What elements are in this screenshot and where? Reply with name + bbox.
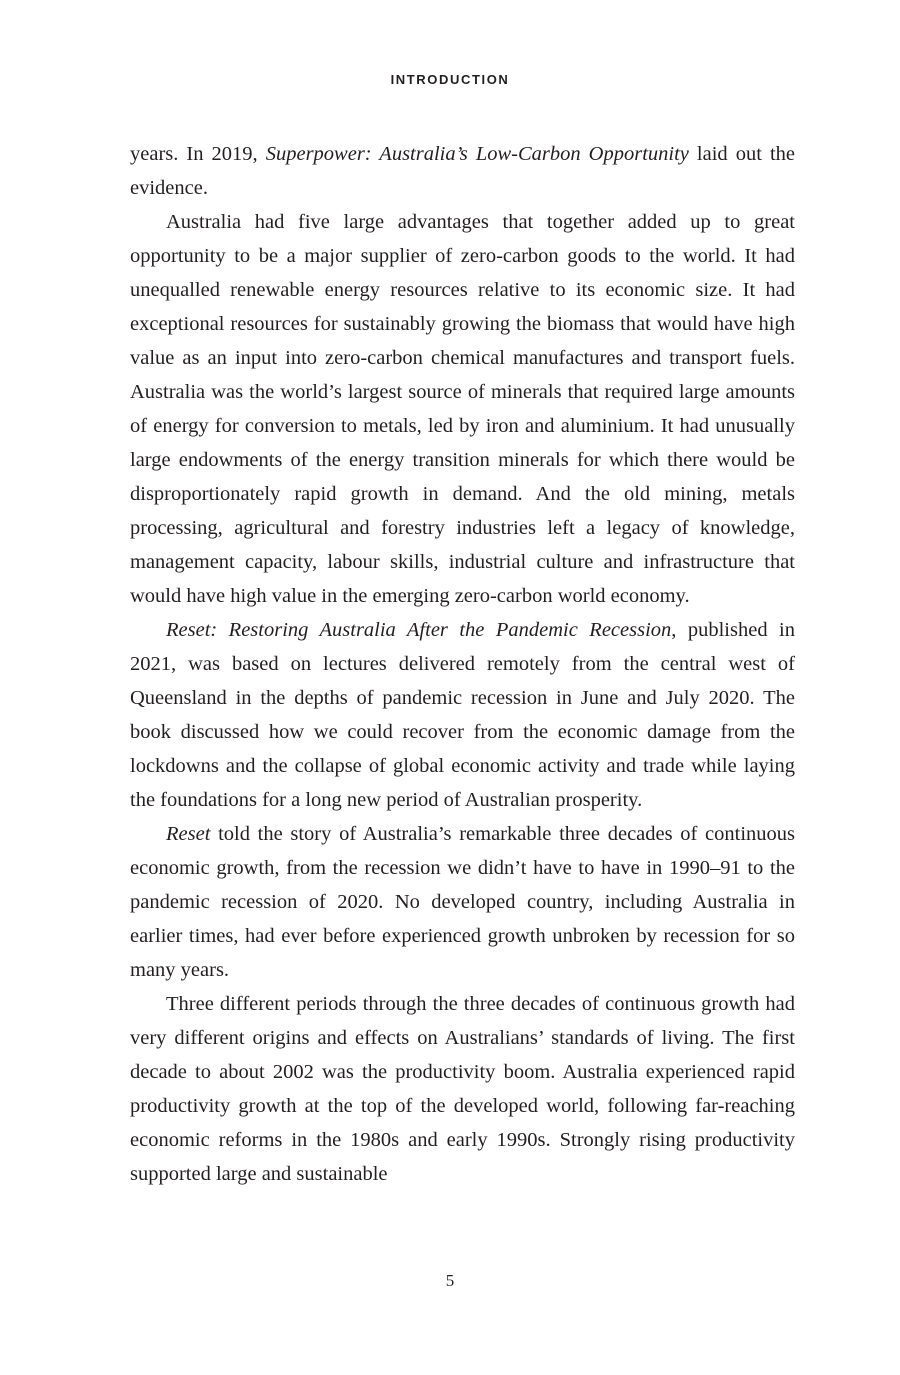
book-title-reset: Reset [166,823,211,845]
paragraph-3 [130,613,795,817]
paragraph-1 [130,137,795,205]
body-text [130,137,795,1191]
book-title-reset-full: Reset: Restoring Australia After the Pandemic Recession [166,619,672,641]
paragraph-3-text-1: , published in 2021, was based on lectures delivered remotely from the central west of Queensland in the depths of pandemic recession in June and July 2020. The book discussed how we could recover from the economic damage from the lockdowns and the collapse of global economic activity and trade while laying the foundations for a long new period of Australian prosperity. [130,619,795,811]
paragraph-2-text-1: Australia had five large advantages that together added up to great opportunity to be a major supplier of zero-carbon goods to the world. It had unequalled renewable energy resources relative to its economic size. It had exceptional resources for sustainably growing the biomass that would have high value as an input into zero-carbon chemical manufactures and transport fuels. Australia was the world’s largest source of minerals that required large amounts of energy for conversion to metals, led by iron and aluminium. It had unusually large endowments of the energy transition minerals for which there would be disproportionately rapid growth in demand. And the old mining, metals processing, agricultural and forestry industries left a legacy of knowledge, management capacity, labour skills, industrial culture and infrastructure that would have high value in the emerging zero-carbon world economy. [130,211,795,607]
paragraph-1-text-1: years. In 2019, [130,143,266,165]
paragraph-4-text-1: told the story of Australia’s remarkable three decades of continuous economic growth, from the recession we didn’t have to have in 1990–91 to the pandemic recession of 2020. No developed country, including Australia in earlier times, had ever before experienced growth unbroken by recession for so many years. [130,823,795,981]
book-title-superpower: Superpower: Australia’s Low-Carbon Opportunity [265,143,689,165]
page-number: 5 [445,1271,455,1290]
paragraph-4 [130,817,795,987]
paragraph-2 [130,205,795,613]
paragraph-1-text-2: laid out the evidence. [130,143,796,199]
running-head: INTRODUCTION [390,72,510,87]
paragraph-5 [130,987,795,1191]
paragraph-5-text-1: Three different periods through the three decades of continuous growth had very different origins and effects on Australians’ standards of living. The first decade to about 2002 was the productivity boom. Australia experienced rapid productivity growth at the top of the developed world, following far-reaching economic reforms in the 1980s and early 1990s. Strongly rising productivity supported large and sustainable [130,993,795,1185]
